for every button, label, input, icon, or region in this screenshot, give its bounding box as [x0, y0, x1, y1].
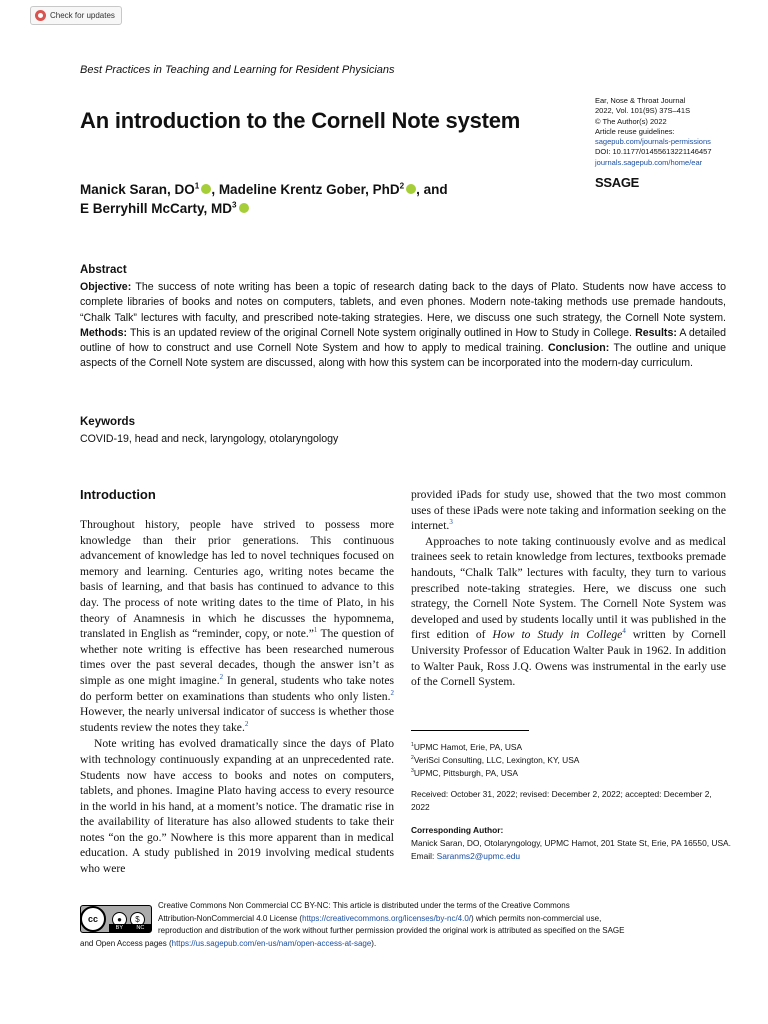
- license-line: Creative Commons Non Commercial CC BY-NC: This article is distributed under the terms of the Creative Commons: [158, 901, 570, 910]
- by-label: BY: [115, 925, 124, 931]
- text-span: ).: [371, 938, 377, 948]
- check-for-updates-button[interactable]: [30, 6, 122, 25]
- author-3-affiliation: 3: [232, 200, 237, 210]
- author-3: E Berryhill McCarty, MD: [80, 201, 233, 216]
- email-link[interactable]: Saranms2@upmc.edu: [436, 851, 521, 861]
- book-title: How to Study in College: [492, 628, 623, 642]
- author-2: , Madeline Krentz Gober, PhD: [211, 182, 400, 197]
- reference-link[interactable]: 2: [219, 673, 224, 682]
- corresponding-author-label: Corresponding Author:: [411, 825, 504, 835]
- author-conjunction: , and: [416, 182, 448, 197]
- text-span: written by Cornell University Professor of Education Walter Pauk in 1962. In addition to Walter Pauk, Ross J.Q. Owens was instrumental in the early use of the Cornell System.: [411, 628, 727, 689]
- reference-link[interactable]: 4: [622, 627, 626, 636]
- email-label: Email:: [411, 851, 437, 861]
- results-text: A detailed outline of how to construct and use Cornell Note System and how to apply to medical training.: [80, 326, 726, 355]
- journal-info: [595, 96, 755, 168]
- footnote-divider: [411, 730, 529, 731]
- text-span: Approaches to note taking continuously evolve and as medical trainees seek to retain knowledge from lectures, textbooks premade handouts, “Chalk Talk” lectures with faculty, they turn to various prescribed note-taking strategies. Here, we discuss one such strategy, the Cornell Note System. The Cornell Note System was developed and used by students locally until it was published in the first edition of: [411, 534, 726, 642]
- journal-home-link[interactable]: journals.sagepub.com/home/ear: [595, 157, 703, 167]
- series-title: Best Practices in Teaching and Learning for Resident Physicians: [80, 64, 395, 76]
- affiliation-text: UPMC, Pittsburgh, PA, USA: [413, 768, 518, 778]
- affiliation-2: [411, 754, 731, 767]
- reference-link[interactable]: 3: [449, 518, 453, 527]
- text-span: ) which permits non-commercial use,: [471, 913, 602, 923]
- affiliation-number: 1: [411, 742, 414, 749]
- license-text: [80, 900, 728, 950]
- license-line: [80, 938, 728, 951]
- text-span: Attribution-NonCommercial 4.0 License (: [158, 913, 303, 923]
- check-for-updates-label: Check for updates: [50, 11, 115, 20]
- journal-copyright: © The Author(s) 2022: [595, 116, 667, 126]
- reference-link[interactable]: 2: [390, 688, 394, 697]
- reference-link[interactable]: 1: [313, 626, 318, 635]
- doi: DOI: 10.1177/01455613221146457: [595, 147, 712, 157]
- creative-commons-icon: cc: [80, 906, 106, 932]
- publisher-logo: SSAGE: [595, 175, 640, 190]
- paragraph: Note writing has evolved dramatically since the days of Plato with technology continuously expanding at an unprecedented rate. Students now have access to books and notes on computers, tablets, and phones. Imagine Plato having access to every resource in the world in his hand, at a moment’s notice. The dramatic rise in the availability of literature has also allowed students to take their notes “on the go.” Nowhere is this more apparent than in medical education. A study published in 2019 involving medical students who were: [80, 737, 394, 876]
- author-1: Manick Saran, DO: [80, 182, 195, 197]
- text-span: Throughout history, people have strived to possess more knowledge than their prior generations. This continuous advancement of knowledge has led to novel techniques focused on memory and learning. Centuries ago, writing notes became the basis of learning, and that basis has continued to advance to this day. The process of note writing dates to the time of Plato, in his theory of Anamnesis in which he discusses the hypomnema, translated in English as “reminder, copy, or note.”: [80, 518, 394, 641]
- keywords-list: COVID-19, head and neck, laryngology, otolaryngology: [80, 433, 339, 445]
- affiliation-1: [411, 741, 731, 754]
- paragraph: [411, 487, 726, 534]
- orcid-icon[interactable]: [201, 184, 211, 194]
- conclusion-label: Conclusion:: [548, 342, 610, 355]
- author-2-affiliation: 2: [399, 181, 405, 191]
- corresponding-author-details: Manick Saran, DO, Otolaryngology, UPMC Hamot, 201 State St, Erie, PA 16550, USA.: [411, 838, 731, 848]
- author-list: [80, 180, 600, 218]
- methods-label: Methods:: [80, 326, 128, 339]
- open-access-link[interactable]: https://us.sagepub.com/en-us/nam/open-access-at-sage: [171, 938, 372, 948]
- body-column-left: [80, 517, 394, 877]
- text-span: The question of whether note writing is effective has been researched numerous times over the past several decades, though the answer isn’t as simple as one might imagine.: [80, 627, 394, 687]
- conclusion-text: The outline and unique aspects of the Cornell Note system are discussed, along with how this system can be incorporated into the modern-day curriculum.: [80, 342, 726, 370]
- journal-name: Ear, Nose & Throat Journal: [595, 96, 686, 105]
- non-commercial-icon: $: [130, 912, 145, 927]
- orcid-icon[interactable]: [406, 184, 416, 194]
- abstract-heading: Abstract: [80, 264, 127, 276]
- license-url-link[interactable]: https://creativecommons.org/licenses/by-nc/4.0/: [302, 913, 472, 923]
- reference-link[interactable]: 2: [244, 719, 249, 728]
- paragraph: [80, 517, 394, 735]
- email-line: [411, 850, 731, 863]
- affiliation-text: VeriSci Consulting, LLC, Lexington, KY, USA: [413, 755, 580, 765]
- objective-label: Objective:: [80, 281, 132, 293]
- affiliation-3: [411, 767, 731, 780]
- abstract-body: [80, 280, 726, 372]
- license-line: reproduction and distribution of the work without further permission provided the original work is attributed as specified on the SAGE: [158, 926, 625, 936]
- attribution-icon: ●: [112, 912, 127, 927]
- license-line: [80, 913, 728, 926]
- affiliation-number: 3: [411, 768, 414, 775]
- journal-volume: 2022, Vol. 101(9S) 37S–41S: [595, 106, 691, 116]
- text-span: provided iPads for study use, showed that the two most common uses of these iPads were note taking and information seeking on the internet.: [411, 488, 726, 533]
- text-span: In general, students who take notes do perform better on examinations than students who only listen.: [80, 673, 394, 703]
- methods-text: This is an updated review of the original Cornell Note system originally outlined in How to Study in College.: [127, 326, 636, 339]
- text-span: and Open Access pages (: [80, 938, 172, 948]
- affiliation-text: UPMC Hamot, Erie, PA, USA: [413, 742, 523, 752]
- article-title: An introduction to the Cornell Note system: [80, 108, 521, 133]
- submission-dates: Received: October 31, 2022; revised: December 2, 2022; accepted: December 2, 2022: [411, 789, 712, 812]
- update-icon: [35, 10, 46, 21]
- nc-label: NC: [136, 925, 145, 931]
- affiliations: [411, 741, 731, 780]
- permissions-link[interactable]: sagepub.com/journals-permissions: [595, 137, 711, 147]
- introduction-heading: Introduction: [80, 487, 156, 502]
- affiliation-number: 2: [411, 755, 414, 762]
- results-label: Results:: [635, 326, 677, 339]
- author-1-affiliation: 1: [194, 181, 200, 191]
- objective-text: The success of note writing has been a topic of research dating back to the days of Plato. Students now have access to complete libraries of books and notes on computers, tablets, and even phones. Modern note-taking methods use premade handouts, “Chalk Talk” lectures with faculty, and prescribed note-taking strategies. Here, we discuss one such strategy, the Cornell Note system.: [80, 281, 726, 324]
- reuse-guidelines-label: Article reuse guidelines:: [595, 126, 675, 136]
- text-span: However, the nearly universal indicator of success is whether those students review the notes they take.: [80, 705, 394, 734]
- orcid-icon[interactable]: [239, 203, 249, 213]
- keywords-heading: Keywords: [80, 416, 135, 428]
- corresponding-author: [411, 824, 731, 863]
- body-column-right: [411, 487, 726, 690]
- paragraph: [411, 534, 726, 690]
